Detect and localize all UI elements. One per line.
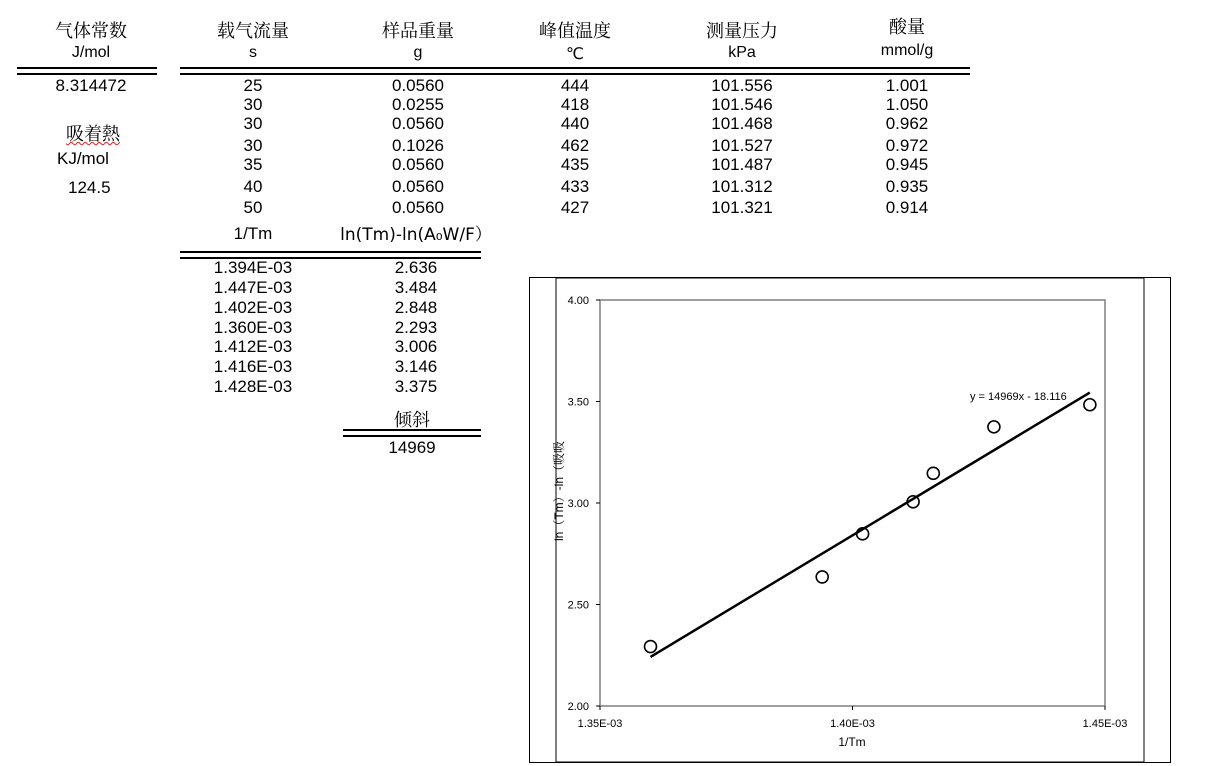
y-tick-label: 2.50	[567, 599, 589, 612]
table-cell: 35	[243, 155, 263, 174]
col-header-1-unit: s	[249, 44, 257, 61]
table-cell: 30	[243, 136, 263, 155]
col-header-5-label: 酸量	[889, 17, 925, 38]
table-cell: 101.546	[711, 95, 773, 114]
calc-table-cell: 3.006	[394, 337, 438, 356]
data-point	[816, 571, 828, 583]
calc-table-cell: 2.636	[394, 258, 438, 277]
calc-header-1: 1/Tm	[233, 224, 273, 243]
gas-constant-label: 气体常数	[55, 21, 127, 42]
slope-divider	[343, 429, 481, 437]
table-cell: 418	[560, 95, 590, 114]
x-tick-label: 1.45E-03	[1082, 718, 1128, 730]
x-tick-label: 1.35E-03	[577, 718, 623, 730]
calc-table-cell: 1.394E-03	[213, 258, 293, 277]
table-cell: 0.0560	[392, 114, 444, 133]
col-header-4-unit: kPa	[728, 44, 756, 61]
table-cell: 0.0560	[392, 198, 444, 217]
table-cell: 0.0560	[392, 76, 444, 95]
table-cell: 435	[560, 155, 590, 174]
calc-table-cell: 1.412E-03	[213, 337, 293, 356]
table-cell: 1.001	[885, 76, 929, 95]
data-point	[988, 421, 1000, 433]
trendline-equation: y = 14969x - 18.116	[970, 391, 1067, 403]
calc-table-cell: 3.375	[394, 377, 438, 396]
heat-label: 吸着熱	[66, 124, 120, 145]
slope-value: 14969	[388, 438, 436, 457]
table-cell: 427	[560, 198, 590, 217]
y-tick-label: 2.00	[567, 701, 589, 713]
table-cell: 462	[560, 136, 590, 155]
table-cell: 25	[243, 76, 263, 95]
main-table-divider	[180, 67, 970, 75]
table-cell: 444	[560, 76, 590, 95]
calc-table-cell: 3.484	[394, 278, 438, 297]
col-header-5-unit: mmol/g	[880, 42, 934, 59]
calc-table-cell: 1.447E-03	[213, 278, 293, 297]
chart-inner-frame	[556, 278, 1144, 762]
y-tick-label: 3.00	[567, 498, 589, 510]
table-cell: 0.972	[885, 136, 929, 155]
slope-label: 倾斜	[394, 410, 430, 431]
scatter-chart[interactable]	[529, 277, 1171, 763]
gas-constant-unit: J/mol	[71, 44, 111, 61]
plot-area-frame	[600, 300, 1105, 706]
y-tick-label: 3.50	[567, 396, 589, 409]
data-point	[1084, 399, 1096, 411]
table-cell: 0.945	[885, 155, 929, 174]
calc-table-cell: 1.428E-03	[213, 377, 293, 396]
table-cell: 0.962	[885, 114, 929, 133]
gas-constant-divider	[17, 67, 157, 75]
calc-table-cell: 2.848	[394, 298, 438, 317]
table-cell: 433	[560, 177, 590, 196]
table-cell: 30	[243, 114, 263, 133]
table-cell: 1.050	[885, 95, 929, 114]
heat-value: 124.5	[68, 178, 111, 197]
col-header-2-label: 样品重量	[382, 21, 454, 42]
table-cell: 101.468	[711, 114, 773, 133]
table-cell: 0.914	[885, 198, 929, 217]
table-cell: 40	[243, 177, 263, 196]
table-cell: 30	[243, 95, 263, 114]
col-header-4-label: 测量压力	[706, 21, 778, 42]
table-cell: 0.0560	[392, 155, 444, 174]
calc-table-cell: 2.293	[394, 318, 438, 337]
trendline	[651, 393, 1090, 657]
table-cell: 0.0560	[392, 177, 444, 196]
y-axis-label: ln（Tm）-ln（吸吸	[552, 440, 566, 542]
table-cell: 101.312	[711, 177, 773, 196]
data-point	[645, 641, 657, 653]
table-cell: 50	[243, 198, 263, 217]
y-tick-label: 4.00	[567, 295, 589, 307]
table-cell: 101.556	[711, 76, 773, 95]
heat-unit: KJ/mol	[57, 149, 109, 168]
table-cell: 0.0255	[392, 95, 444, 114]
data-point	[927, 467, 939, 479]
calc-table-cell: 1.402E-03	[213, 298, 293, 317]
x-axis-label: 1/Tm	[838, 735, 866, 749]
calc-table-cell: 3.146	[394, 357, 438, 376]
col-header-1-label: 载气流量	[217, 21, 289, 42]
table-cell: 0.1026	[392, 136, 444, 155]
col-header-3-label: 峰值温度	[539, 21, 611, 42]
chart-canvas	[530, 278, 1170, 762]
gas-constant-value: 8.314472	[55, 76, 127, 95]
calc-table-cell: 1.416E-03	[213, 357, 293, 376]
calc-header-2: ln(Tm)-ln(A₀W/F）	[340, 225, 492, 245]
x-tick-label: 1.40E-03	[830, 718, 875, 730]
calc-table-cell: 1.360E-03	[213, 318, 293, 337]
col-header-2-unit: g	[413, 44, 423, 61]
table-cell: 101.487	[711, 155, 773, 174]
table-cell: 101.527	[711, 136, 773, 155]
table-cell: 101.321	[711, 198, 773, 217]
table-cell: 440	[560, 114, 590, 133]
table-cell: 0.935	[885, 177, 929, 196]
col-header-3-unit: ℃	[566, 46, 584, 63]
